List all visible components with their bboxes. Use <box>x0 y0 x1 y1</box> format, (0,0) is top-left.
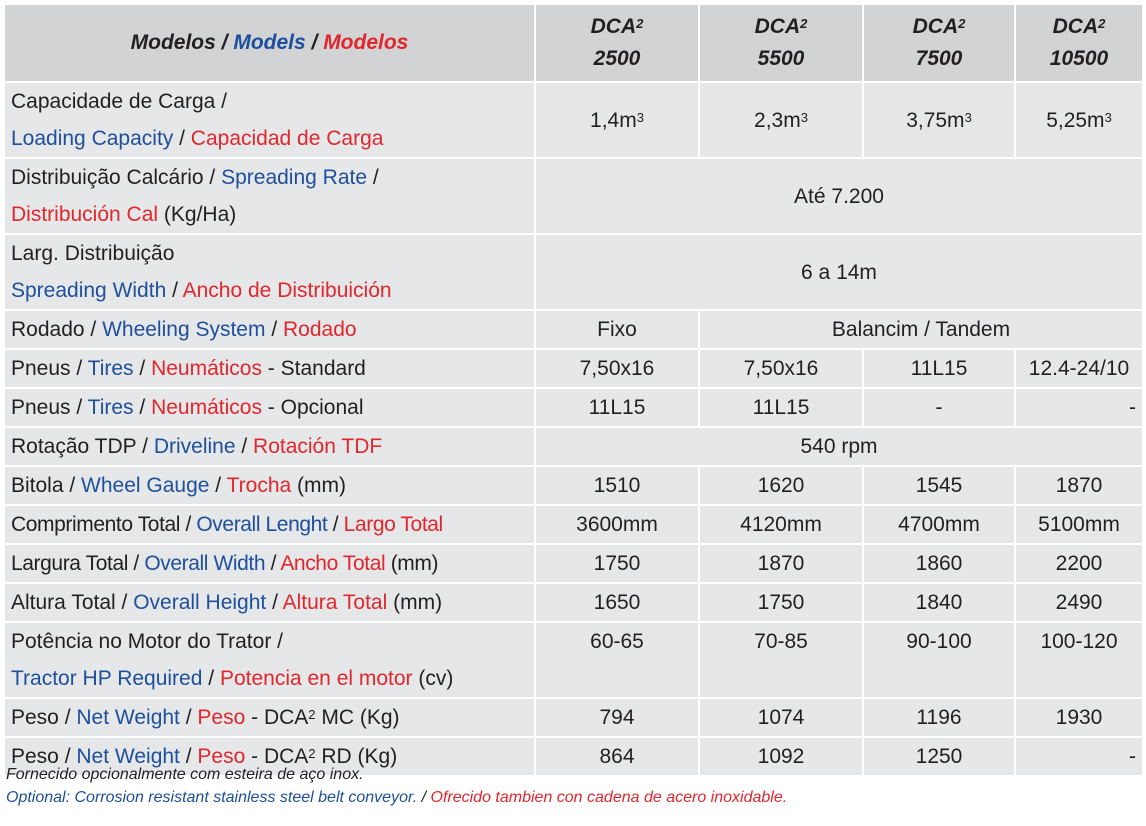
footnote-sep: / <box>417 789 431 806</box>
row-overall-width <box>4 544 1143 583</box>
models-en: Models <box>233 31 306 54</box>
models-es: Modelos <box>323 31 409 54</box>
row-weight-mc <box>4 698 1143 737</box>
label-driveline: Rotação TDP / Driveline / Rotación TDF <box>4 427 535 466</box>
label-overall-height: Altura Total / Overall Height / Altura Total (mm) <box>4 583 535 622</box>
value-cell: 4700mm <box>863 505 1015 544</box>
model-header-7500: DCA$^2$ 7500 <box>863 4 1015 82</box>
value-cell-merged: 540 rpm <box>535 427 1143 466</box>
label-tractor-power: Potência no Motor do Trator / Tractor HP Required / Potencia en el motor (cv) <box>4 622 535 698</box>
value-cell: 3600mm <box>535 505 699 544</box>
footnote <box>6 763 787 809</box>
model-header-5500: DCA$^2$ 5500 <box>699 4 863 82</box>
value-cell: 1510 <box>535 466 699 505</box>
value-cell: 1870 <box>699 544 863 583</box>
model-header-10500: DCA$^2$ 10500 <box>1015 4 1143 82</box>
value-cell: 1074 <box>699 698 863 737</box>
row-tractor-power <box>4 622 1143 698</box>
value-cell: Fixo <box>535 310 699 349</box>
value-cell-merged: 6 a 14m <box>535 234 1143 310</box>
value-cell: 1196 <box>863 698 1015 737</box>
row-capacity <box>4 82 1143 158</box>
value-cell: 1250 <box>863 737 1015 776</box>
value-cell: 1750 <box>535 544 699 583</box>
value-cell: - <box>863 388 1015 427</box>
value-cell: 1750 <box>699 583 863 622</box>
value-cell: 11L15 <box>535 388 699 427</box>
value-cell: 90-100 <box>863 622 1015 698</box>
value-cell: 1840 <box>863 583 1015 622</box>
footnote-es: Ofrecido tambien con cadena de acero inoxidable. <box>430 789 788 806</box>
models-sep: / <box>215 31 234 54</box>
value-cell: 12.4-24/10 <box>1015 349 1143 388</box>
models-header <box>4 4 535 82</box>
header-row <box>4 4 1143 82</box>
label-overall-length: Comprimento Total / Overall Lenght / Largo Total <box>4 505 535 544</box>
models-pt: Modelos <box>130 31 216 54</box>
row-driveline <box>4 427 1143 466</box>
value-cell: $2,3m^3$ <box>699 82 863 158</box>
value-cell: 100-120 <box>1015 622 1143 698</box>
footnote-line-en-es <box>6 786 787 809</box>
label-tires-optional: Pneus / Tires / Neumáticos - Opcional <box>4 388 535 427</box>
models-sep: / <box>305 31 324 54</box>
row-overall-length <box>4 505 1143 544</box>
value-cell: 4120mm <box>699 505 863 544</box>
label-spreading-rate: Distribuição Calcário / Spreading Rate / Distribución Cal (Kg/Ha) <box>4 158 535 234</box>
label-weight-mc: Peso / Net Weight / Peso - DCA$^2$ MC (Kg) <box>4 698 535 737</box>
value-cell: 1092 <box>699 737 863 776</box>
value-cell-merged: Balancim / Tandem <box>699 310 1143 349</box>
row-overall-height <box>4 583 1143 622</box>
value-cell: 11L15 <box>863 349 1015 388</box>
value-cell: 1545 <box>863 466 1015 505</box>
row-wheeling <box>4 310 1143 349</box>
row-spreading-rate <box>4 158 1143 234</box>
value-cell: $3,75m^3$ <box>863 82 1015 158</box>
row-tires-standard <box>4 349 1143 388</box>
value-cell: 1620 <box>699 466 863 505</box>
footnote-en: Optional: Corrosion resistant stainless steel belt conveyor. <box>6 789 418 806</box>
value-cell: 11L15 <box>699 388 863 427</box>
model-header-2500: DCA$^2$ 2500 <box>535 4 699 82</box>
label-wheel-gauge: Bitola / Wheel Gauge / Trocha (mm) <box>4 466 535 505</box>
value-cell: 1930 <box>1015 698 1143 737</box>
specifications-table <box>3 3 1144 777</box>
value-cell: 2200 <box>1015 544 1143 583</box>
label-overall-width: Largura Total / Overall Width / Ancho Total (mm) <box>4 544 535 583</box>
value-cell: 2490 <box>1015 583 1143 622</box>
value-cell: $5,25m^3$ <box>1015 82 1143 158</box>
value-cell: 5100mm <box>1015 505 1143 544</box>
value-cell: $1,4m^3$ <box>535 82 699 158</box>
label-tires-standard: Pneus / Tires / Neumáticos - Standard <box>4 349 535 388</box>
value-cell: 864 <box>535 737 699 776</box>
row-spreading-width <box>4 234 1143 310</box>
value-cell-merged: Até 7.200 <box>535 158 1143 234</box>
value-cell: 1860 <box>863 544 1015 583</box>
value-cell: 1870 <box>1015 466 1143 505</box>
label-capacity: Capacidade de Carga / Loading Capacity / Capacidad de Carga <box>4 82 535 158</box>
value-cell: - <box>1015 388 1143 427</box>
label-spreading-width: Larg. Distribuição Spreading Width / Ancho de Distribuición <box>4 234 535 310</box>
label-weight-rd: Peso / Net Weight / Peso - DCA$^2$ RD (Kg) <box>4 737 535 776</box>
value-cell: 7,50x16 <box>699 349 863 388</box>
label-wheeling: Rodado / Wheeling System / Rodado <box>4 310 535 349</box>
row-wheel-gauge <box>4 466 1143 505</box>
value-cell: 794 <box>535 698 699 737</box>
value-cell: - <box>1015 737 1143 776</box>
value-cell: 1650 <box>535 583 699 622</box>
value-cell: 70-85 <box>699 622 863 698</box>
value-cell: 60-65 <box>535 622 699 698</box>
row-tires-optional <box>4 388 1143 427</box>
footnote-line-pt: Fornecido opcionalmente com esteira de aço inox. <box>6 766 364 783</box>
value-cell: 7,50x16 <box>535 349 699 388</box>
